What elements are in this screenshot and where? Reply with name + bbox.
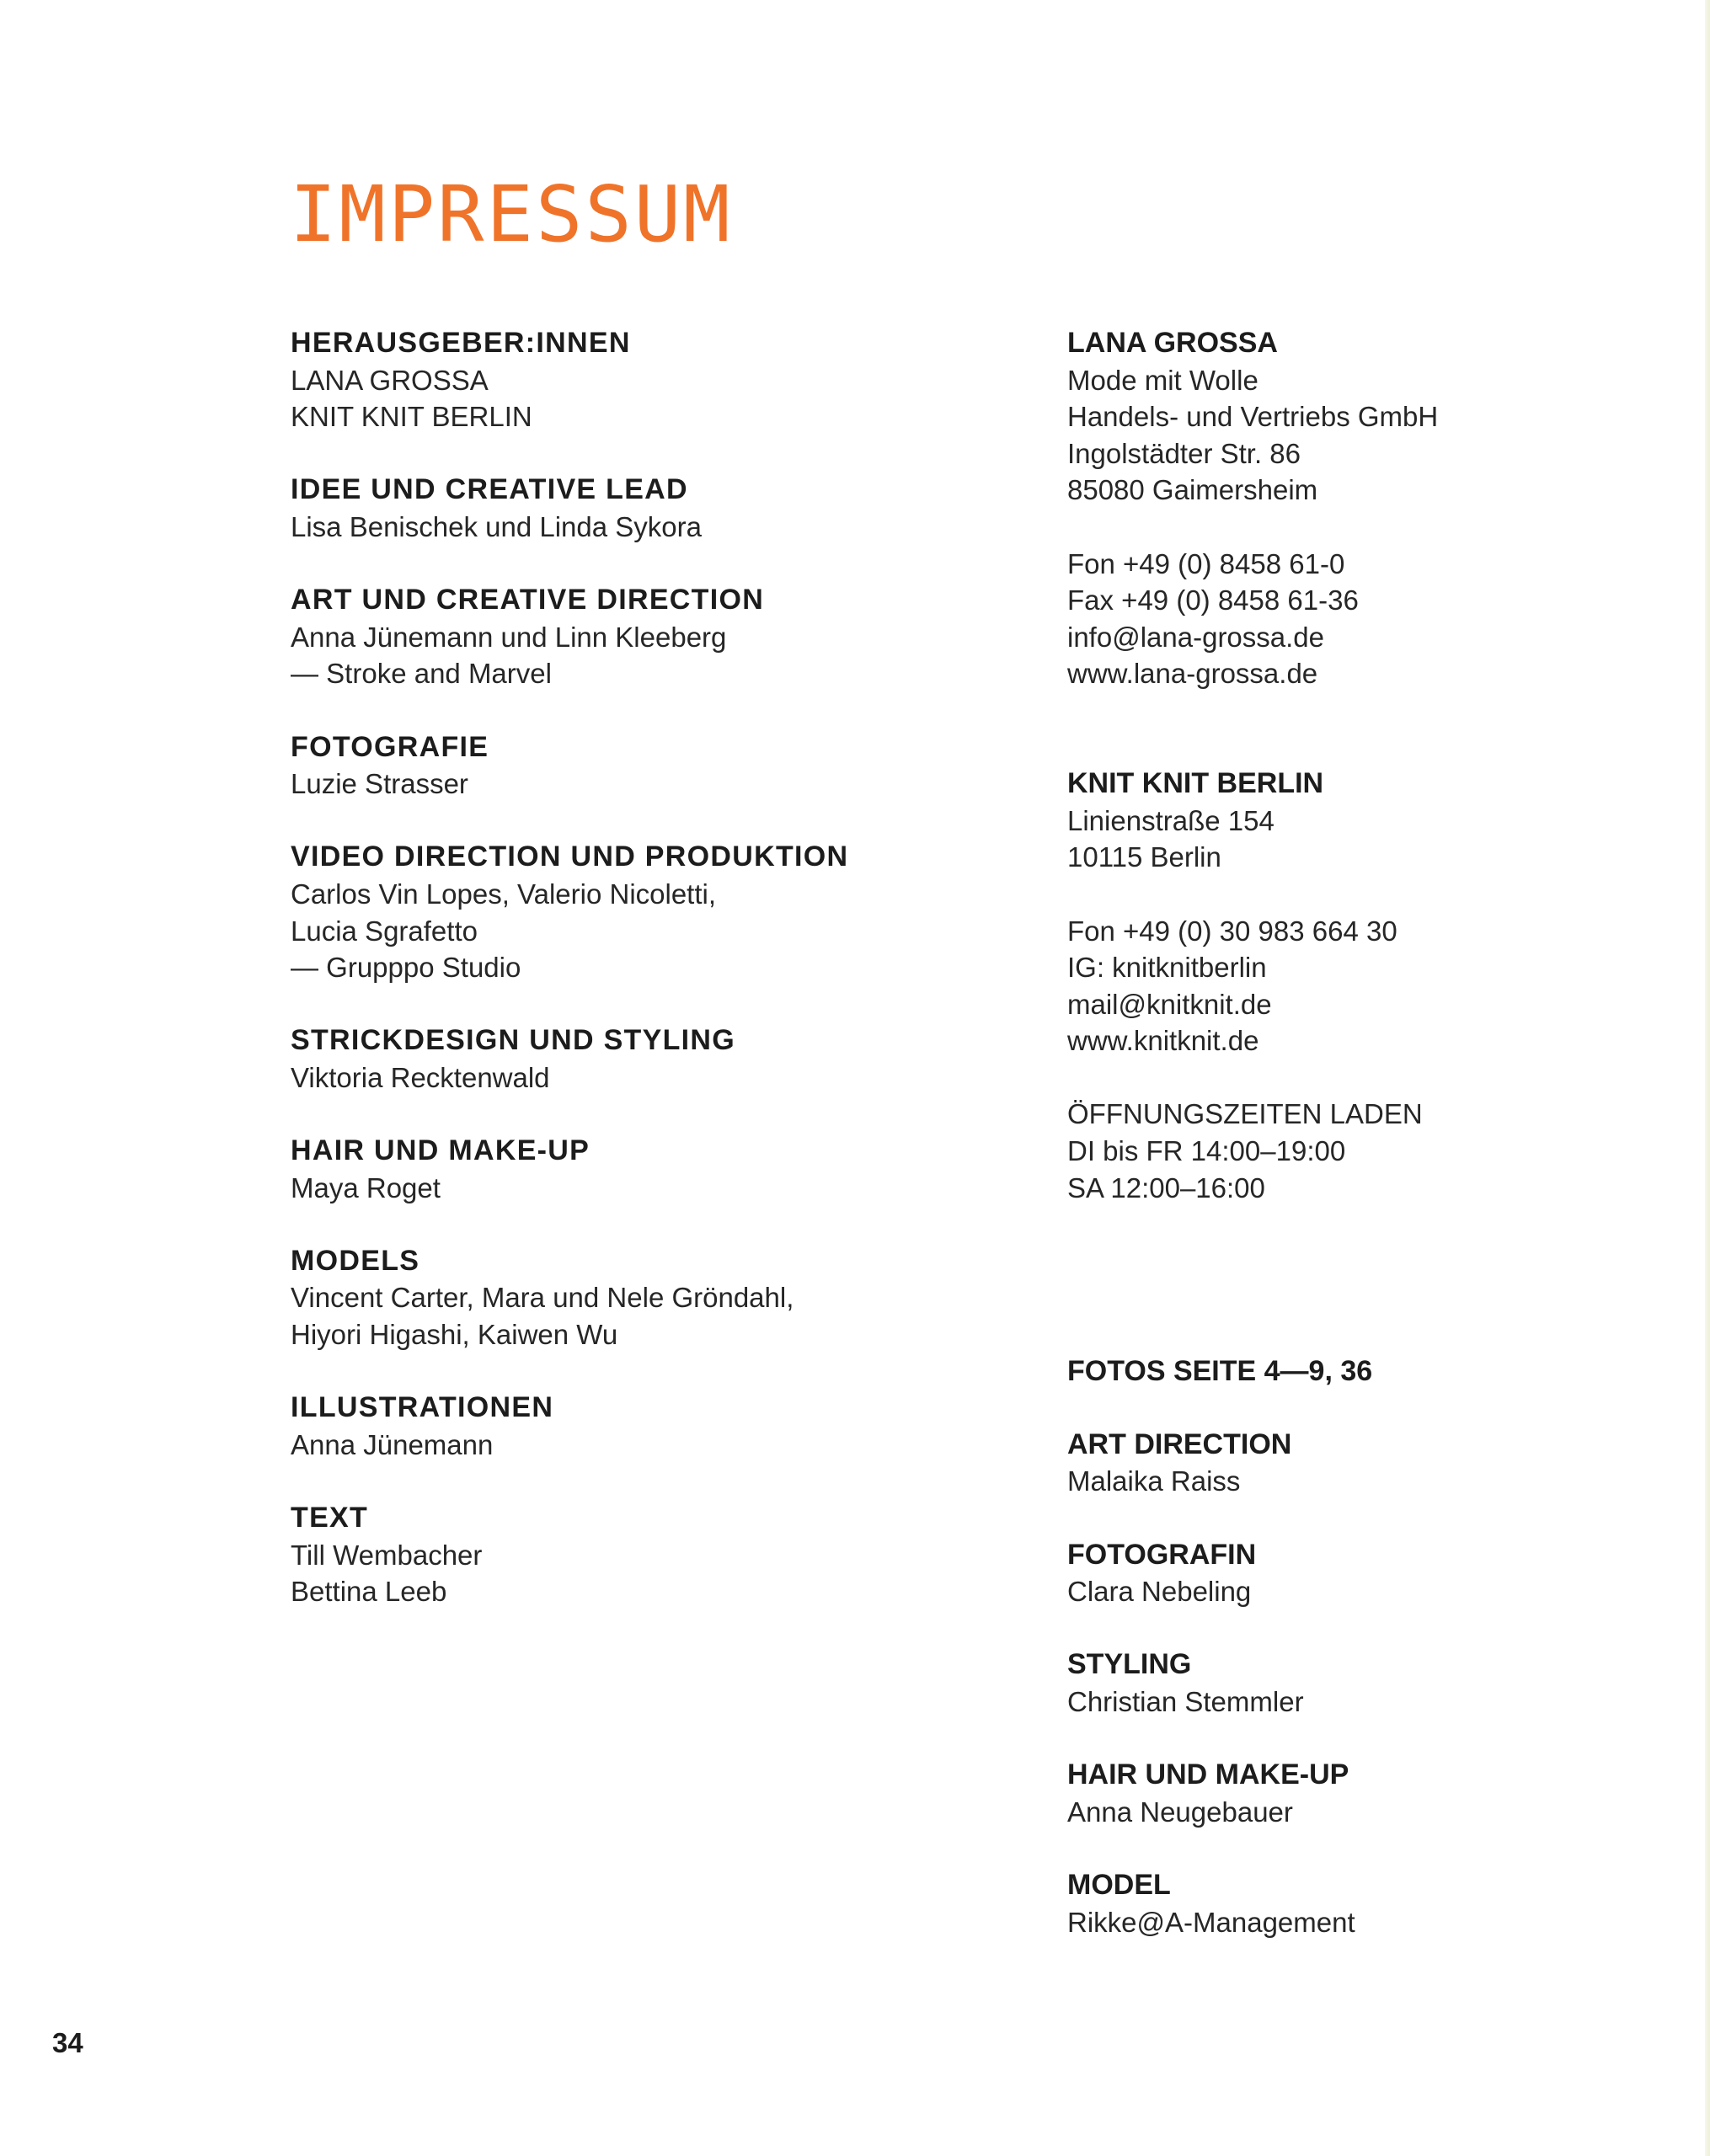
credit-heading: HERAUSGEBER:INNEN	[291, 327, 631, 359]
credit-line: Lisa Benischek und Linda Sykora	[291, 510, 702, 542]
contact-column	[1067, 325, 1657, 1940]
credit-heading: FOTOGRAFIE	[291, 730, 489, 763]
credit-line: — Grupppo Studio	[291, 952, 521, 984]
credit-illustrations	[291, 1390, 1049, 1463]
address-line: Linienstraße 154	[1067, 804, 1274, 836]
credit-line: Luzie Strasser	[291, 768, 468, 800]
opening-hours-line: SA 12:00–16:00	[1067, 1171, 1265, 1203]
credit-line: Clara Nebeling	[1067, 1576, 1252, 1608]
credit-heading: HAIR UND MAKE-UP	[1067, 1758, 1349, 1791]
credit-heading: IDEE UND CREATIVE LEAD	[291, 473, 688, 506]
credit-models	[291, 1243, 1049, 1353]
address-line: 10115 Berlin	[1067, 841, 1221, 873]
address-line: 85080 Gaimersheim	[1067, 474, 1318, 506]
credit-art-creative-direction	[291, 582, 1049, 692]
opening-hours-title: ÖFFNUNGSZEITEN LADEN	[1067, 1098, 1423, 1130]
credit-line: Bettina Leeb	[291, 1576, 447, 1608]
credit-heading: ART UND CREATIVE DIRECTION	[291, 584, 765, 616]
credit-hair-makeup	[291, 1133, 1049, 1206]
credit-heading: TEXT	[291, 1502, 369, 1534]
credit-line: Carlos Vin Lopes, Valerio Nicoletti,	[291, 878, 717, 910]
spacer	[1067, 876, 1657, 913]
address-line: Mode mit Wolle	[1067, 364, 1258, 396]
credit-video	[291, 839, 1049, 985]
credit-line: Vincent Carter, Mara und Nele Gröndahl,	[291, 1282, 794, 1314]
company-heading: KNIT KNIT BERLIN	[1067, 767, 1324, 800]
photo-credit-model	[1067, 1867, 1657, 1940]
credit-heading: FOTOGRAFIN	[1067, 1538, 1257, 1571]
phone-line: Fon +49 (0) 8458 61-0	[1067, 547, 1345, 579]
website-link[interactable]: www.knitknit.de	[1067, 1025, 1259, 1057]
instagram-line: IG: knitknitberlin	[1067, 952, 1267, 984]
credit-heading: ART DIRECTION	[1067, 1428, 1292, 1460]
spacer	[1067, 1206, 1657, 1353]
address-line: Handels- und Vertriebs GmbH	[1067, 401, 1439, 433]
credit-heading: STRICKDESIGN UND STYLING	[291, 1024, 736, 1057]
website-link[interactable]: www.lana-grossa.de	[1067, 658, 1318, 690]
page-edge	[1705, 0, 1710, 2156]
photo-credit-photographer	[1067, 1537, 1657, 1610]
address-line: Ingolstädter Str. 86	[1067, 437, 1301, 469]
credit-line: Anna Jünemann	[291, 1428, 494, 1460]
lana-grossa-block	[1067, 325, 1657, 1390]
credit-line: Till Wembacher	[291, 1539, 483, 1571]
credit-photography	[291, 729, 1049, 803]
email-link[interactable]: info@lana-grossa.de	[1067, 621, 1325, 653]
page-number: 34	[52, 2027, 83, 2058]
photo-credit-hair-makeup	[1067, 1757, 1657, 1830]
credit-heading: MODEL	[1067, 1868, 1171, 1901]
credit-idea-creative-lead	[291, 472, 1049, 545]
credit-line: Viktoria Recktenwald	[291, 1061, 550, 1093]
credit-line: Anna Jünemann und Linn Kleeberg	[291, 621, 727, 653]
spacer	[1067, 692, 1657, 766]
company-heading: LANA GROSSA	[1067, 327, 1278, 359]
credit-heading: VIDEO DIRECTION UND PRODUKTION	[291, 841, 849, 873]
fax-line: Fax +49 (0) 8458 61-36	[1067, 584, 1359, 616]
photo-credits-heading: FOTOS SEITE 4—9, 36	[1067, 1354, 1373, 1387]
credit-text	[291, 1500, 1049, 1610]
credit-line: Maya Roget	[291, 1171, 441, 1203]
credit-heading: HAIR UND MAKE-UP	[291, 1134, 590, 1167]
email-link[interactable]: mail@knitknit.de	[1067, 988, 1272, 1020]
photo-credit-styling	[1067, 1646, 1657, 1720]
opening-hours-line: DI bis FR 14:00–19:00	[1067, 1135, 1346, 1167]
credit-line: LANA GROSSA	[291, 364, 489, 396]
spacer	[1067, 1059, 1657, 1097]
credit-heading: ILLUSTRATIONEN	[291, 1391, 554, 1424]
credit-line: Rikke@A-Management	[1067, 1906, 1355, 1938]
phone-line: Fon +49 (0) 30 983 664 30	[1067, 915, 1397, 947]
credit-line: Malaika Raiss	[1067, 1465, 1241, 1497]
credit-heading: MODELS	[291, 1244, 420, 1277]
credit-line: Hiyori Higashi, Kaiwen Wu	[291, 1319, 618, 1351]
credit-line: Anna Neugebauer	[1067, 1796, 1293, 1828]
credit-heading: STYLING	[1067, 1648, 1192, 1681]
credit-line: KNIT KNIT BERLIN	[291, 401, 532, 433]
spacer	[1067, 509, 1657, 546]
photo-credit-art-direction	[1067, 1427, 1657, 1500]
credits-column	[291, 325, 1049, 1610]
credit-line: — Stroke and Marvel	[291, 658, 552, 690]
credit-publishers	[291, 325, 1049, 435]
credit-knit-design-styling	[291, 1022, 1049, 1096]
credit-line: Lucia Sgrafetto	[291, 915, 478, 947]
page-title: IMPRESSUM	[290, 169, 733, 259]
credit-line: Christian Stemmler	[1067, 1685, 1304, 1717]
